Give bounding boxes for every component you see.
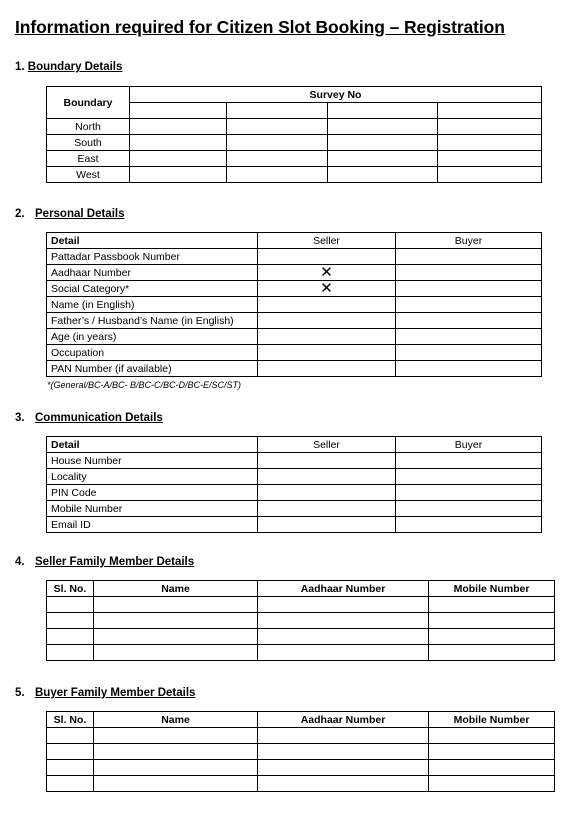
section-heading-personal xyxy=(15,208,124,220)
table-cell[interactable] xyxy=(438,151,542,167)
page-title: Information required for Citizen Slot Booking – Registration xyxy=(15,17,505,37)
detail-label: PAN Number (if available) xyxy=(47,361,258,377)
table-row xyxy=(47,501,542,517)
seller-cell[interactable] xyxy=(258,249,396,265)
section-title: Communication Details xyxy=(35,412,163,424)
buyer-cell[interactable] xyxy=(396,469,542,485)
detail-label: Age (in years) xyxy=(47,329,258,345)
table-cell[interactable] xyxy=(328,167,438,183)
table-cell[interactable] xyxy=(227,119,328,135)
table-row xyxy=(47,297,542,313)
section-number: 3. xyxy=(15,412,25,424)
table-cell[interactable] xyxy=(130,103,227,119)
seller-header: Seller xyxy=(258,437,396,453)
table-cell[interactable] xyxy=(47,728,94,744)
buyer-cell[interactable] xyxy=(396,453,542,469)
seller-cross-mark[interactable]: ✕ xyxy=(258,265,396,281)
table-row xyxy=(47,345,542,361)
buyer-header: Buyer xyxy=(396,233,542,249)
communication-table xyxy=(46,436,542,533)
table-row xyxy=(47,453,542,469)
table-cell[interactable] xyxy=(94,629,258,645)
table-cell[interactable] xyxy=(130,135,227,151)
table-cell[interactable] xyxy=(429,776,555,792)
table-row xyxy=(47,329,542,345)
table-row xyxy=(47,361,542,377)
buyer-cell[interactable] xyxy=(396,297,542,313)
detail-label: Social Category* xyxy=(47,281,258,297)
table-row xyxy=(47,760,555,776)
detail-label: Aadhaar Number xyxy=(47,265,258,281)
table-cell[interactable] xyxy=(429,613,555,629)
table-cell[interactable] xyxy=(258,597,429,613)
detail-label: PIN Code xyxy=(47,485,258,501)
table-cell[interactable] xyxy=(258,728,429,744)
table-cell[interactable] xyxy=(47,776,94,792)
section-title: Buyer Family Member Details xyxy=(35,687,196,699)
table-row xyxy=(47,119,542,135)
seller-cell[interactable] xyxy=(258,517,396,533)
section-heading-boundary xyxy=(15,61,122,73)
table-row xyxy=(47,485,542,501)
table-row xyxy=(47,613,555,629)
boundary-header: Boundary xyxy=(47,87,130,119)
slno-header: Sl. No. xyxy=(47,581,94,597)
seller-cell[interactable] xyxy=(258,345,396,361)
table-cell[interactable] xyxy=(47,597,94,613)
detail-label: Pattadar Passbook Number xyxy=(47,249,258,265)
table-cell[interactable] xyxy=(429,760,555,776)
buyer-cell[interactable] xyxy=(396,485,542,501)
table-cell[interactable] xyxy=(258,613,429,629)
buyer-cell[interactable] xyxy=(396,361,542,377)
buyer-cell[interactable] xyxy=(396,517,542,533)
slno-header: Sl. No. xyxy=(47,712,94,728)
seller-header: Seller xyxy=(258,233,396,249)
seller-cross-mark[interactable]: ✕ xyxy=(258,281,396,297)
table-row xyxy=(47,776,555,792)
boundary-label: South xyxy=(47,135,130,151)
aadhaar-header: Aadhaar Number xyxy=(258,712,429,728)
seller-cell[interactable] xyxy=(258,361,396,377)
aadhaar-header: Aadhaar Number xyxy=(258,581,429,597)
table-cell[interactable] xyxy=(438,119,542,135)
table-cell[interactable] xyxy=(94,760,258,776)
detail-label: Email ID xyxy=(47,517,258,533)
table-cell[interactable] xyxy=(429,645,555,661)
table-row xyxy=(47,151,542,167)
section-number: 1. xyxy=(15,61,25,73)
seller-family-table xyxy=(46,580,555,661)
table-cell[interactable] xyxy=(130,151,227,167)
buyer-cell[interactable] xyxy=(396,265,542,281)
table-row xyxy=(47,517,542,533)
section-heading-communication xyxy=(15,412,163,424)
table-cell[interactable] xyxy=(258,744,429,760)
table-cell[interactable] xyxy=(227,167,328,183)
section-title: Seller Family Member Details xyxy=(35,556,195,568)
boundary-table xyxy=(46,86,542,183)
section-number: 2. xyxy=(15,208,25,220)
table-row xyxy=(47,265,542,281)
table-cell[interactable] xyxy=(438,135,542,151)
table-row xyxy=(47,744,555,760)
table-cell[interactable] xyxy=(429,597,555,613)
section-number: 5. xyxy=(15,687,25,699)
table-cell[interactable] xyxy=(328,135,438,151)
detail-label: House Number xyxy=(47,453,258,469)
table-cell[interactable] xyxy=(258,645,429,661)
table-cell[interactable] xyxy=(94,645,258,661)
section-heading-seller-family xyxy=(15,556,194,568)
section-title: Boundary Details xyxy=(27,61,123,73)
personal-table xyxy=(46,232,542,377)
table-cell[interactable] xyxy=(328,151,438,167)
buyer-header: Buyer xyxy=(396,437,542,453)
table-cell[interactable] xyxy=(227,135,328,151)
detail-label: Mobile Number xyxy=(47,501,258,517)
seller-cell[interactable] xyxy=(258,469,396,485)
mobile-header: Mobile Number xyxy=(429,712,555,728)
table-row xyxy=(47,249,542,265)
seller-cell[interactable] xyxy=(258,485,396,501)
table-cell[interactable] xyxy=(94,597,258,613)
table-cell[interactable] xyxy=(47,629,94,645)
seller-cell[interactable] xyxy=(258,329,396,345)
table-cell[interactable] xyxy=(328,119,438,135)
table-row xyxy=(47,597,555,613)
detail-header: Detail xyxy=(47,437,258,453)
buyer-cell[interactable] xyxy=(396,329,542,345)
buyer-cell[interactable] xyxy=(396,249,542,265)
section-title: Personal Details xyxy=(35,208,125,220)
seller-cell[interactable] xyxy=(258,501,396,517)
boundary-label: North xyxy=(47,119,130,135)
section-heading-buyer-family xyxy=(15,687,195,699)
table-row xyxy=(47,469,542,485)
table-row xyxy=(47,629,555,645)
buyer-cell[interactable] xyxy=(396,501,542,517)
name-header: Name xyxy=(94,712,258,728)
mobile-header: Mobile Number xyxy=(429,581,555,597)
table-row xyxy=(47,281,542,297)
table-cell[interactable] xyxy=(258,760,429,776)
detail-label: Name (in English) xyxy=(47,297,258,313)
table-cell[interactable] xyxy=(94,728,258,744)
table-cell[interactable] xyxy=(130,167,227,183)
table-cell[interactable] xyxy=(227,103,328,119)
table-cell[interactable] xyxy=(47,645,94,661)
social-category-footnote: *(General/BC-A/BC- B/BC-C/BC-D/BC-E/SC/ST) xyxy=(47,380,242,390)
table-row xyxy=(47,728,555,744)
buyer-cell[interactable] xyxy=(396,313,542,329)
table-cell[interactable] xyxy=(429,629,555,645)
table-row xyxy=(47,313,542,329)
table-cell[interactable] xyxy=(438,103,542,119)
table-cell[interactable] xyxy=(94,613,258,629)
table-row xyxy=(47,645,555,661)
table-cell[interactable] xyxy=(47,613,94,629)
table-cell[interactable] xyxy=(258,629,429,645)
survey-no-header: Survey No xyxy=(130,87,542,103)
boundary-label: West xyxy=(47,167,130,183)
table-cell[interactable] xyxy=(438,167,542,183)
detail-header: Detail xyxy=(47,233,258,249)
boundary-label: East xyxy=(47,151,130,167)
seller-cell[interactable] xyxy=(258,297,396,313)
table-row xyxy=(47,135,542,151)
table-cell[interactable] xyxy=(130,119,227,135)
name-header: Name xyxy=(94,581,258,597)
buyer-cell[interactable] xyxy=(396,345,542,361)
table-cell[interactable] xyxy=(47,744,94,760)
buyer-family-table xyxy=(46,711,555,792)
detail-label: Occupation xyxy=(47,345,258,361)
table-row xyxy=(47,167,542,183)
table-cell[interactable] xyxy=(227,151,328,167)
seller-cell[interactable] xyxy=(258,313,396,329)
section-number: 4. xyxy=(15,556,25,568)
seller-cell[interactable] xyxy=(258,453,396,469)
table-cell[interactable] xyxy=(429,744,555,760)
table-cell[interactable] xyxy=(94,744,258,760)
detail-label: Locality xyxy=(47,469,258,485)
table-cell[interactable] xyxy=(429,728,555,744)
table-cell[interactable] xyxy=(258,776,429,792)
table-cell[interactable] xyxy=(94,776,258,792)
buyer-cell[interactable] xyxy=(396,281,542,297)
table-cell[interactable] xyxy=(328,103,438,119)
table-cell[interactable] xyxy=(47,760,94,776)
detail-label: Father’s / Husband’s Name (in English) xyxy=(47,313,258,329)
